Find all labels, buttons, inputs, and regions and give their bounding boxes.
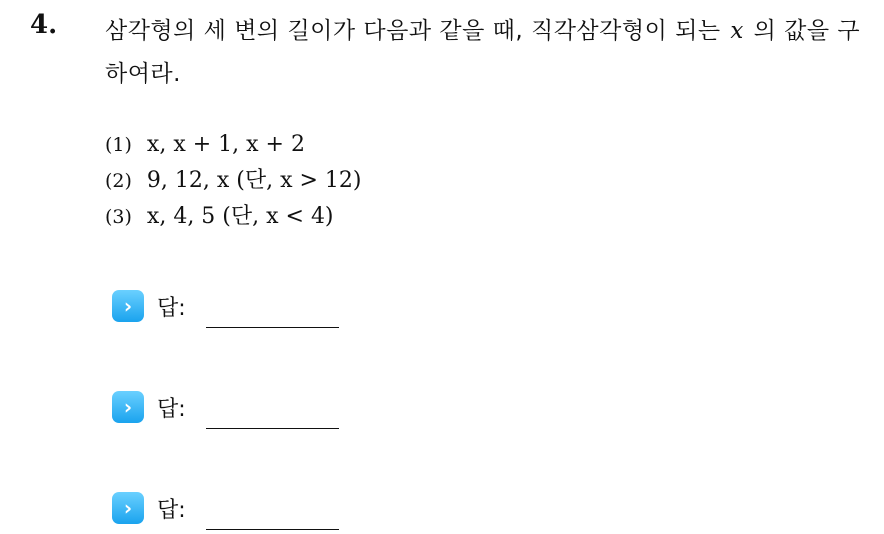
chevron-right-icon: ›: [112, 391, 144, 423]
answer-row-3: [112, 490, 339, 526]
question-text-part2: 의 값을 구하여라.: [105, 18, 861, 87]
sub-question-expression: 9, 12, x (단, x > 12): [146, 168, 362, 193]
sub-question-expression: x, 4, 5 (단, x < 4): [146, 204, 334, 229]
question-number: 4.: [30, 10, 58, 40]
answer-row-2: [112, 389, 339, 425]
sub-question-list: [105, 127, 362, 235]
answer-label: 답:: [157, 295, 186, 321]
question-text-part1: 삼각형의 세 변의 길이가 다음과 같을 때, 직각삼각형이 되는: [105, 18, 721, 44]
question-text: [105, 10, 865, 96]
question-variable: x: [730, 18, 744, 44]
sub-question-number: (3): [105, 206, 132, 228]
sub-question-number: (1): [105, 134, 132, 156]
answer-label: 답:: [157, 396, 186, 422]
answer-blank-line[interactable]: [206, 529, 339, 530]
sub-question-2: [105, 163, 362, 199]
answer-blank-line[interactable]: [206, 428, 339, 429]
sub-question-number: (2): [105, 170, 132, 192]
chevron-right-icon: ›: [112, 492, 144, 524]
answer-label: 답:: [157, 497, 186, 523]
answer-row-1: [112, 288, 339, 324]
answer-blank-line[interactable]: [206, 327, 339, 328]
chevron-right-icon: ›: [112, 290, 144, 322]
sub-question-3: [105, 199, 362, 235]
sub-question-1: [105, 127, 362, 163]
sub-question-expression: x, x + 1, x + 2: [146, 132, 305, 157]
